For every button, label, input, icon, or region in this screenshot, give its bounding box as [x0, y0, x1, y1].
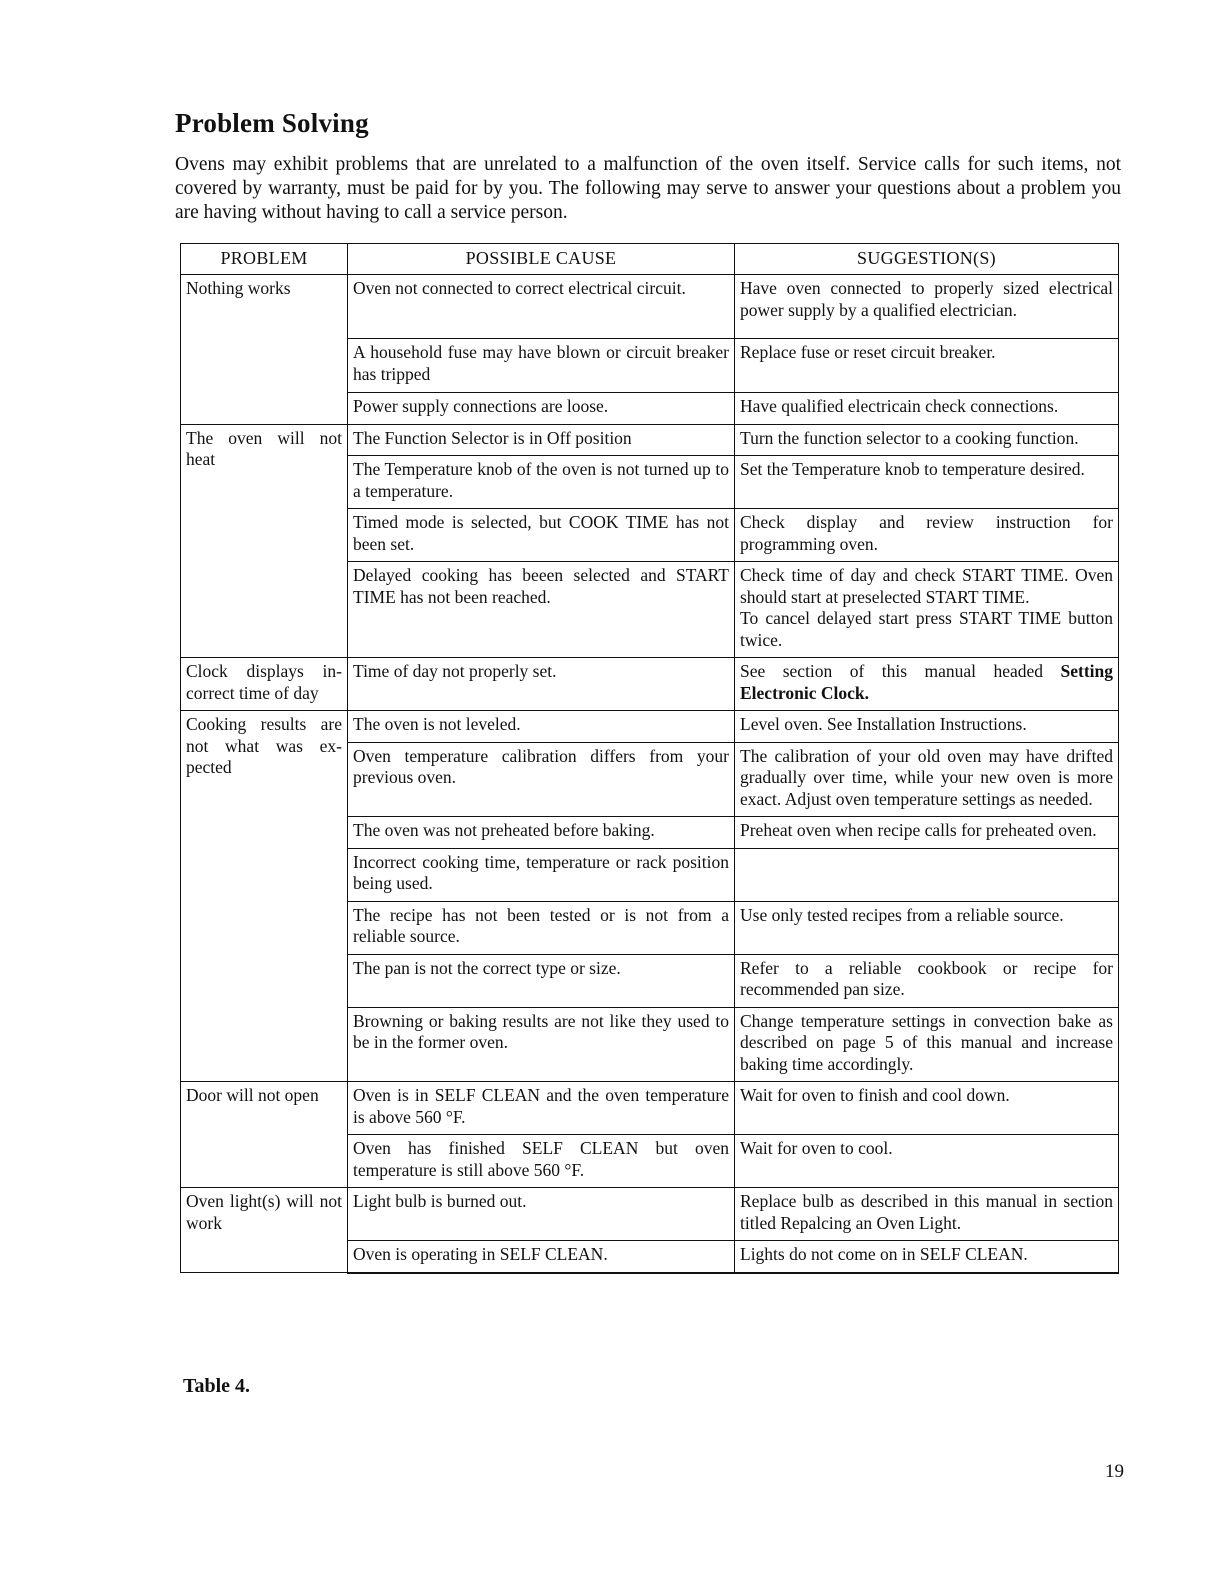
cause-cell: The Function Selector is in Off position — [348, 424, 735, 456]
table-row — [181, 711, 1119, 743]
suggestion-cell: The calibration of your old oven may have drifted gradually over time, while your new oven is more exact. Adjust oven temperature settings as needed. — [735, 742, 1119, 817]
cause-cell: Oven temperature calibration differs from your previous oven. — [348, 742, 735, 817]
table-header-row — [181, 244, 1119, 275]
suggestion-cell: Preheat oven when recipe calls for preheated oven. — [735, 817, 1119, 849]
cause-cell: Timed mode is selected, but COOK TIME has not been set. — [348, 509, 735, 562]
problem-cell: Nothing works — [181, 275, 348, 425]
problem-cell: Cooking results are not what was ex-pected — [181, 711, 348, 1082]
table-row — [181, 275, 1119, 339]
cause-cell: Oven has finished SELF CLEAN but oven temperature is still above 560 °F. — [348, 1135, 735, 1188]
table-row — [181, 658, 1119, 711]
table-row — [181, 424, 1119, 456]
cause-cell: The pan is not the correct type or size. — [348, 954, 735, 1007]
problem-cell: The oven will not heat — [181, 424, 348, 658]
page-title: Problem Solving — [175, 108, 369, 138]
suggestion-cell: Use only tested recipes from a reliable source. — [735, 901, 1119, 954]
suggestion-cell: Wait for oven to finish and cool down. — [735, 1082, 1119, 1135]
suggestion-emphasis: Setting Electronic Clock. — [740, 661, 1113, 703]
header-possible-cause: POSSIBLE CAUSE — [348, 244, 735, 275]
suggestion-cell — [735, 562, 1119, 658]
cause-cell: Power supply connections are loose. — [348, 393, 735, 425]
problem-cell: Oven light(s) will not work — [181, 1188, 348, 1273]
problem-cell: Door will not open — [181, 1082, 348, 1188]
table-row — [181, 1082, 1119, 1135]
suggestion-cell: Wait for oven to cool. — [735, 1135, 1119, 1188]
suggestion-cell — [735, 848, 1119, 901]
problem-cell: Clock displays in-correct time of day — [181, 658, 348, 711]
cause-cell: Browning or baking results are not like they used to be in the former oven. — [348, 1007, 735, 1082]
cause-cell: The oven was not preheated before baking. — [348, 817, 735, 849]
suggestion-cell: Turn the function selector to a cooking function. — [735, 424, 1119, 456]
cause-cell: Oven is in SELF CLEAN and the oven temperature is above 560 °F. — [348, 1082, 735, 1135]
header-suggestions: SUGGESTION(S) — [735, 244, 1119, 275]
suggestion-cell: Replace bulb as described in this manual in section titled Repalcing an Oven Light. — [735, 1188, 1119, 1241]
cause-cell: Light bulb is burned out. — [348, 1188, 735, 1241]
suggestion-text: See section of this manual headed — [740, 661, 1061, 681]
suggestion-cell: Have qualified electricain check connections. — [735, 393, 1119, 425]
header-problem: PROBLEM — [181, 244, 348, 275]
cause-cell: The recipe has not been tested or is not from a reliable source. — [348, 901, 735, 954]
page-number: 19 — [1105, 1461, 1124, 1482]
cause-cell: Time of day not properly set. — [348, 658, 735, 711]
cause-cell: The oven is not leveled. — [348, 711, 735, 743]
cause-cell: Oven not connected to correct electrical circuit. — [348, 275, 735, 339]
cause-cell: A household fuse may have blown or circuit breaker has tripped — [348, 339, 735, 393]
suggestion-cell: Have oven connected to properly sized electrical power supply by a qualified electrician. — [735, 275, 1119, 339]
table-caption: Table 4. — [183, 1375, 251, 1397]
table-row — [181, 1188, 1119, 1241]
cause-cell: The Temperature knob of the oven is not turned up to a temperature. — [348, 456, 735, 509]
suggestion-cell — [735, 658, 1119, 711]
cause-cell: Incorrect cooking time, temperature or rack position being used. — [348, 848, 735, 901]
suggestion-cell: Lights do not come on in SELF CLEAN. — [735, 1241, 1119, 1273]
suggestion-cell: Set the Temperature knob to temperature desired. — [735, 456, 1119, 509]
suggestion-cell: Check display and review instruction for programming oven. — [735, 509, 1119, 562]
suggestion-cell: Replace fuse or reset circuit breaker. — [735, 339, 1119, 393]
suggestion-text: Check time of day and check START TIME. Oven should start at preselected START TIME. — [740, 565, 1113, 607]
suggestion-text: To cancel delayed start press START TIME button twice. — [740, 608, 1113, 650]
suggestion-cell: Refer to a reliable cookbook or recipe for recommended pan size. — [735, 954, 1119, 1007]
cause-cell: Oven is operating in SELF CLEAN. — [348, 1241, 735, 1273]
intro-paragraph: Ovens may exhibit problems that are unrelated to a malfunction of the oven itself. Service calls for such items, not covered by warranty, must be paid for by you. The following may serve to answer your questions about a problem you are having without having to call a service person. — [175, 154, 1121, 223]
cause-cell: Delayed cooking has beeen selected and START TIME has not been reached. — [348, 562, 735, 658]
suggestion-cell: Level oven. See Installation Instructions. — [735, 711, 1119, 743]
suggestion-cell: Change temperature settings in convection bake as described on page 5 of this manual and increase baking time accordingly. — [735, 1007, 1119, 1082]
problem-solving-table — [180, 243, 1119, 1274]
